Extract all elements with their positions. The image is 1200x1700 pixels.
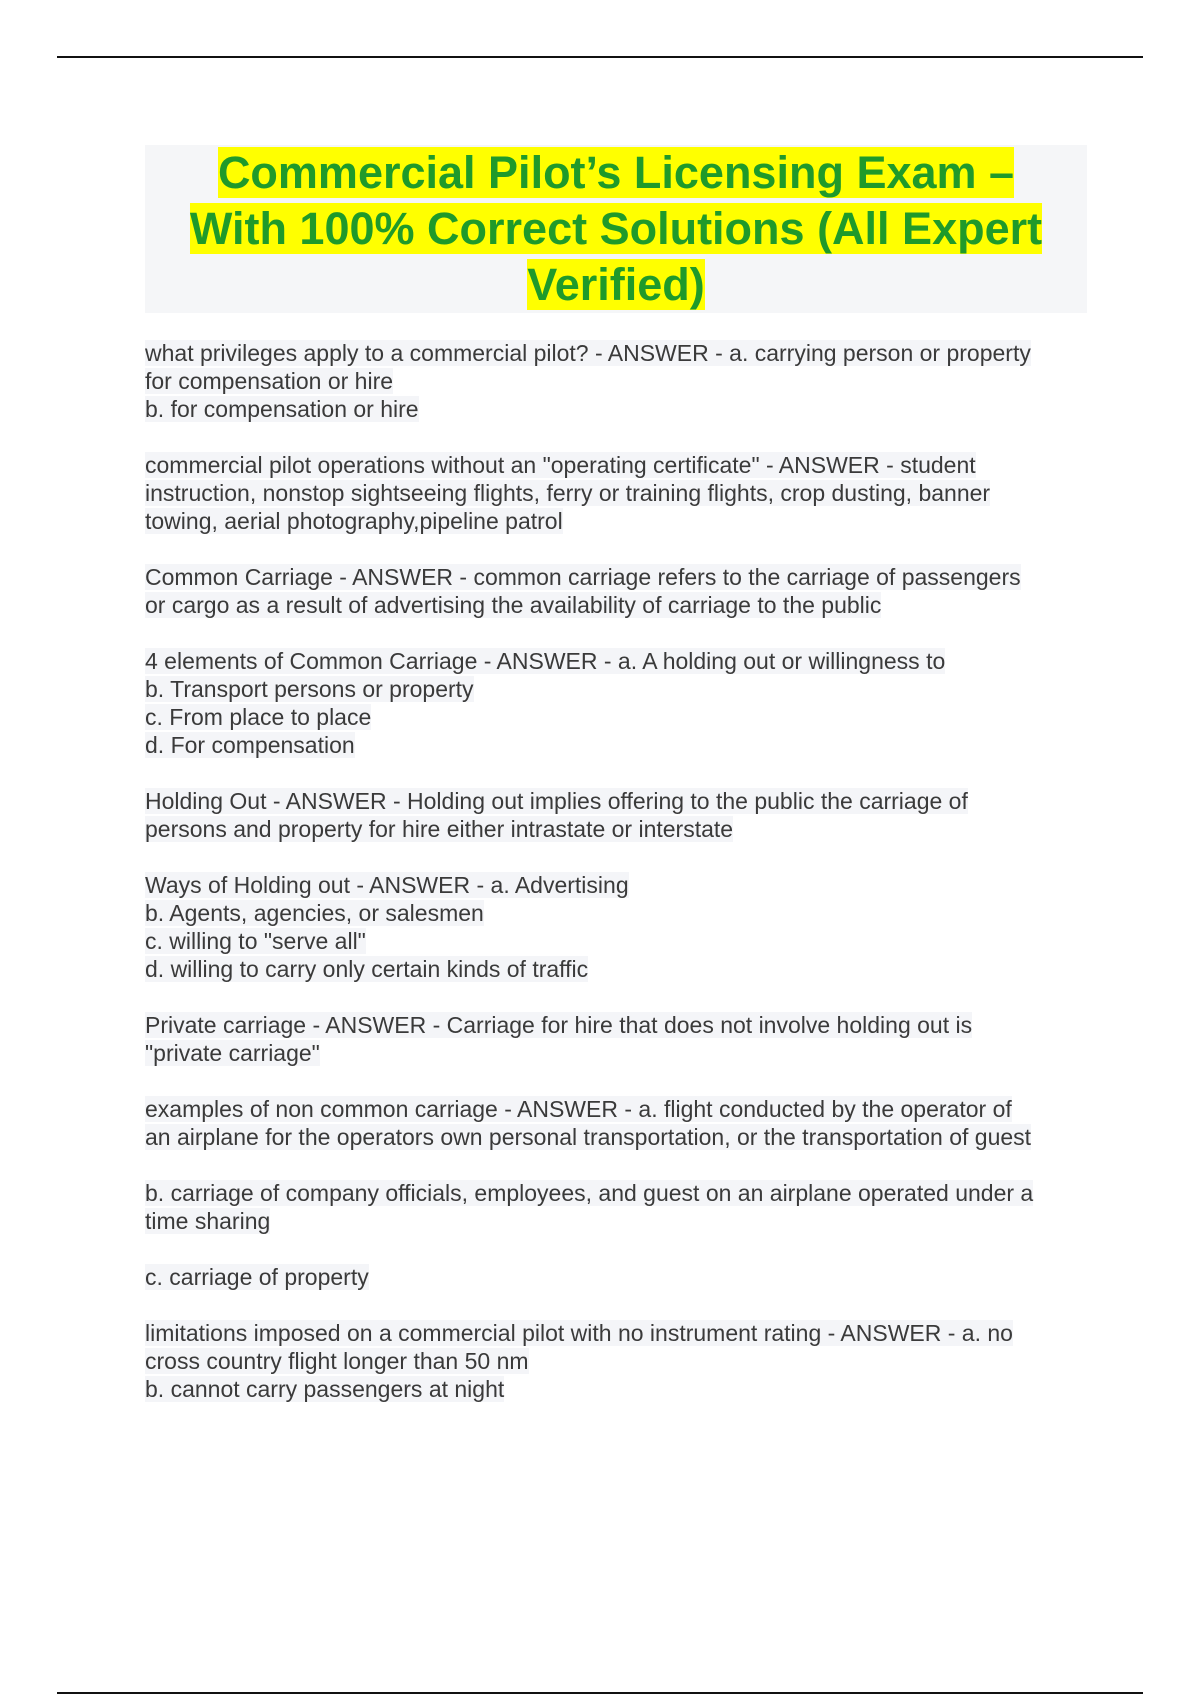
qa-line: b. cannot carry passengers at night [145, 1376, 505, 1402]
qa-entry [145, 871, 1095, 983]
qa-line: what privileges apply to a commercial pilot? - ANSWER - a. carrying person or property [145, 340, 1031, 366]
qa-line: limitations imposed on a commercial pilot with no instrument rating - ANSWER - a. no [145, 1320, 1013, 1346]
qa-entry [145, 1319, 1095, 1403]
qa-entry [145, 1179, 1095, 1235]
document-body [145, 339, 1095, 1431]
qa-entry [145, 563, 1095, 619]
qa-line: b. carriage of company officials, employees, and guest on an airplane operated under a [145, 1180, 1034, 1206]
qa-entry [145, 1263, 1095, 1291]
qa-line: c. From place to place [145, 704, 372, 730]
qa-line: d. For compensation [145, 732, 355, 758]
qa-line: b. for compensation or hire [145, 396, 419, 422]
qa-line: commercial pilot operations without an "operating certificate" - ANSWER - student [145, 452, 976, 478]
qa-line: or cargo as a result of advertising the availability of carriage to the public [145, 592, 882, 618]
qa-line: for compensation or hire [145, 368, 394, 394]
qa-line: persons and property for hire either intrastate or interstate [145, 816, 734, 842]
qa-line: Holding Out - ANSWER - Holding out implies offering to the public the carriage of [145, 788, 968, 814]
qa-entry [145, 339, 1095, 423]
qa-line: Private carriage - ANSWER - Carriage for hire that does not involve holding out is [145, 1012, 973, 1038]
title-line-2: With 100% Correct Solutions (All Expert [189, 203, 1043, 254]
header-rule [57, 56, 1143, 58]
qa-entry [145, 787, 1095, 843]
title-line-3: Verified) [527, 259, 705, 310]
qa-entry [145, 1095, 1095, 1151]
qa-line: b. Agents, agencies, or salesmen [145, 900, 484, 926]
qa-line: Common Carriage - ANSWER - common carriage refers to the carriage of passengers [145, 564, 1021, 590]
qa-line: time sharing [145, 1208, 271, 1234]
footer-rule [57, 1692, 1143, 1694]
qa-line: 4 elements of Common Carriage - ANSWER - a. A holding out or willingness to [145, 648, 946, 674]
qa-line: "private carriage" [145, 1040, 320, 1066]
document-title [145, 145, 1087, 313]
qa-line: c. carriage of property [145, 1264, 369, 1290]
qa-entry [145, 647, 1095, 759]
qa-entry [145, 1011, 1095, 1067]
qa-line: instruction, nonstop sightseeing flights, ferry or training flights, crop dusting, banner [145, 480, 991, 506]
qa-entry [145, 451, 1095, 535]
qa-line: examples of non common carriage - ANSWER - a. flight conducted by the operator of [145, 1096, 1012, 1122]
title-line-1: Commercial Pilot’s Licensing Exam – [217, 147, 1015, 198]
qa-line: Ways of Holding out - ANSWER - a. Advertising [145, 872, 629, 898]
qa-line: cross country flight longer than 50 nm [145, 1348, 529, 1374]
qa-line: towing, aerial photography,pipeline patrol [145, 508, 563, 534]
qa-line: c. willing to "serve all" [145, 928, 366, 954]
qa-line: an airplane for the operators own personal transportation, or the transportation of guest [145, 1124, 1032, 1150]
qa-line: d. willing to carry only certain kinds of traffic [145, 956, 589, 982]
qa-line: b. Transport persons or property [145, 676, 474, 702]
